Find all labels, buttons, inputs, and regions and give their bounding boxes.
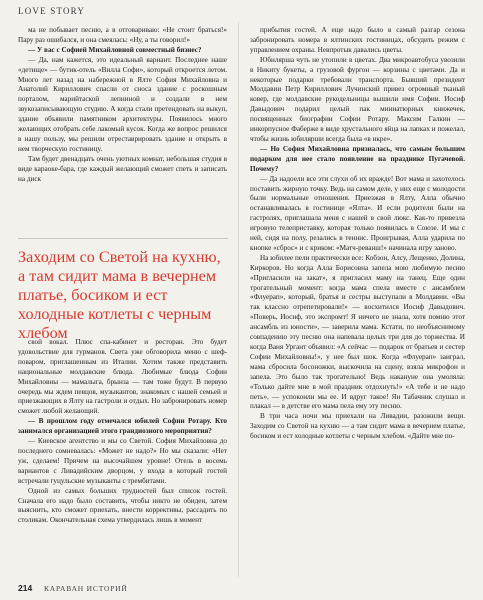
right-paragraph: На юбилее пели практически все: Кобзон, Алсу, Лещенко, Долина, Киркоров. Но когда Алла Борисовна запела мою любимую песню «Пригласили на закат», я пригласил маму на танец. Еще один трогательный момент: когда мама спела вместе с ансамблем «Флуерап», который, братья и сестры выступали в Молдавии. «Вы так классно отрепетировали!» — восхитился Иосиф Давыдович. «Поверь, Иосиф, это экспромт! Я ничего не знала, хотя помню этот ансамбль из юности», — заверила мама. Кстати, по необъяснимому совпадению эту песню она напевала целых три для до торжества. И когда Ваня Ургант объявил: «А сейчас — подарок от братьев и сестер Софии Михайловны!», у нее был шок. Когда «Флуерап» заиграл, мама сбросила босоножки, выскочила на сцену, взяла микрофон и запела. Это было так трогательно! Ведь накануне она умоляла: «Только дайте мне в мой праздник отдохнуть!» «А тебе и не надо петь», — успокоили мы ее. И вдруг такое! Ян Табачник слушал и плакал — в детстве его мама пела ему эту песню. <box>250 253 465 411</box>
left-column-bottom <box>18 338 227 526</box>
right-paragraph: прибытия гостей. А еще надо было в самый разгар сезона забронировать номера в ялтинских гостиницах, обсудить режим с управлением охраны. Невпротык давались цветы. <box>250 26 465 54</box>
page-number: 214 <box>18 583 33 593</box>
left-column-top <box>18 26 227 185</box>
interview-question: — У вас с Софией Михайловной совместный бизнес? <box>28 45 202 54</box>
right-paragraph: Юбилярша чуть не утопили в цветах. Два микроавтобуса увозили в Никиту букеты, а грузовой фургон — корзины с цветами. Да и некоторые подарки требовали транспорта. Бывший президент Молдавии Петр Кириллович Лучинский привез огромный тканый ковер, где молдавские рукодельницы вышили имя Софии. Иосиф Давыдович подарил целый пак миниатюрных книжечек, посвященных биографии Софии Ротару. Максим Галкин — инкорпусное Фаберже в виде хрустального яйца на лапках и пожелал, чтобы жизнь юбилярши всегда была «в икре». <box>250 55 465 143</box>
left-paragraph: Одной из самых больших трудностей был список гостей. Сначала его надо было составить, чтобы никто не обиден, затем выяснить, кто сможет приехать, внести коррективы, рассадить по столикам. Окончательная схема утвердилась лишь в момент <box>18 486 227 525</box>
left-paragraph: — Да, нам кажется, это идеальный вариант. Последнее наше «детище» — бутик-отель «Вилла Софи», который откроется летом. Много лет назад на набережной в Ялте София Михайловна и Анатолий Кириллович спасли от сноса здание с роскошным порталом, марийтаской лепниной и создали в нем звукозаписывающую студию. А когда стали претендовать на выкуп, здание объявили памятником архитектуры. Появилось много желающих отобрать себе лакомый кусок. Когда же вопрос решился в нашу пользу, мы решили отреставрировать здание и открыть в нем творческую гостиницу. <box>18 55 227 153</box>
interview-question: — В прошлом году отмечался юбилей Софии Ротару. Кто занимался организацией этого грандиозного мероприятия? <box>18 417 227 436</box>
interview-question: — Но София Михайловна призналась, что самым большим подарком для нее стало появление на празднике Пугачевой. Почему? <box>250 144 465 173</box>
pull-quote-rule <box>18 238 228 239</box>
magazine-name: КАРАВАН ИСТОРИЙ <box>44 584 128 593</box>
left-paragraph: Там будет двенадцать очень уютных комнат, небольшая студия в виде караоке-бара, где каждый желающий сможет спеть и записать на диск <box>18 154 227 183</box>
left-paragraph: — Киевское агентство и мы со Светой. София Михайловна до последнего сомневалась: «Может не надо?» Но мы сказали: «Нет уж, сделаем! Причем на высочайшем уровне! Отель в восемь вариантов с Ливадийским дворцом, у входа в который гостей встречали гуцульские музыканты с трембитами. <box>18 437 227 485</box>
right-paragraph: — Да надоели все эти слухи об их вражде! Вот мама и захотелось поставить жирную точку. Ведь на самом деле, у них еще с молодости были нормальные отношения. Приезжая в Ялту, Алла обычно останавливалась в гостинице «Ялта». И если родители были на гастролях, приглашала меня с нашей в свой люкс. Как-то привезла игровую телеприставку, которая только появилась в Союзе. И мы с ней, сидя на полу, резались в теннис. Проигрывая, Алла ударила по кнопке «сброс» и с криком: «Матч-реванш!» начинала игру заново. <box>250 174 465 252</box>
pull-quote: Заходим со Светой на кухню, а там сидит мама в вечернем платье, босиком и ест холодные котлеты с черным хлебом <box>18 248 221 342</box>
left-paragraph: ма не побывает песню, а в отговариваю: «Не стоит браться!» Пару раз ошибался, и она смеялась: «Ну, а ты говорил!» <box>18 26 227 44</box>
right-column <box>250 26 465 442</box>
section-label: LOVE STORY <box>18 6 86 16</box>
right-paragraph: В три часа ночи мы приехали на Ливадии, разожили вещи. Заходим со Светой на кухню — а там сидит мама в вечернем платье, босиком и ест холодные котлеты с черным хлебом. «Дайте мне по- <box>250 412 465 441</box>
left-paragraph: свой вокал. Плюс спа-кабинет и ресторан. Это будет удовольствие для гурманов. Света уже обговорила меню с шеф-поваром, приглашенным из Италии. Хотим также представить национальные молдавские блюда. Любимые блюда Софии Михайловны — мамалыга, брынза — там тоже будут. В первую очередь мы ждем певцов, музыкантов, знакомых с нашей семьей и приезжающих в Ялту на гастроли и отдых. Но забронировать номер сможет любой желающий. <box>18 338 227 416</box>
column-gutter <box>238 22 239 577</box>
